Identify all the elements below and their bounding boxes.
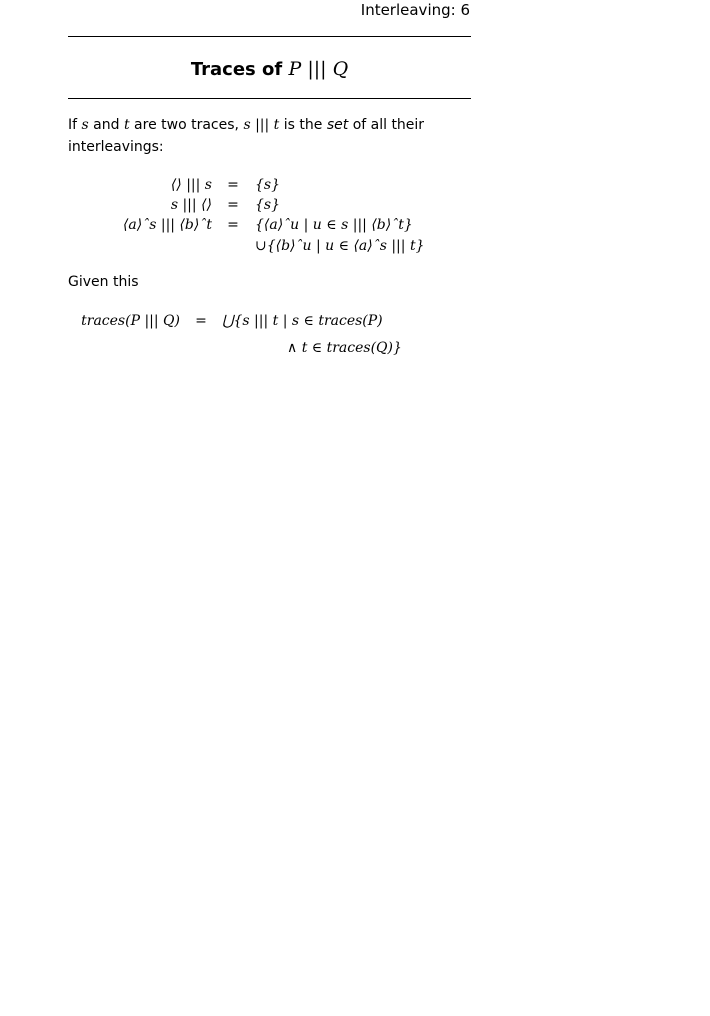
slide-title	[68, 56, 471, 83]
equation-3-lhs: ⟨a⟩ˆs ||| ⟨b⟩ˆt	[122, 217, 212, 233]
given-text: Given this	[68, 274, 139, 290]
intro-interleave-expr: s ||| t	[243, 117, 280, 133]
intro-paragraph	[68, 114, 471, 158]
equation-3-rhs: {⟨a⟩ˆu | u ∈ s ||| ⟨b⟩ˆt}	[255, 217, 413, 233]
equation-4-rhs: ∪{⟨b⟩ˆu | u ∈ ⟨a⟩ˆs ||| t}	[255, 238, 425, 254]
equation-1-lhs: ⟨⟩ ||| s	[170, 177, 212, 193]
title-prefix: Traces of	[190, 59, 283, 80]
traces-def-rhs-line2: ∧ t ∈ traces(Q)}	[287, 340, 402, 356]
equation-1-rhs: {s}	[255, 177, 280, 193]
equation-3-op: =	[227, 217, 239, 233]
bottom-rule	[68, 98, 471, 99]
top-rule	[68, 36, 471, 37]
equation-2-rhs: {s}	[255, 197, 280, 213]
intro-phrase-traces: are two traces,	[134, 117, 239, 133]
equation-1-op: =	[227, 177, 239, 193]
equation-2-op: =	[227, 197, 239, 213]
traces-def-op: =	[195, 313, 207, 329]
intro-word-and: and	[93, 117, 120, 133]
intro-var-s: s	[81, 117, 89, 133]
traces-def-rhs-line1: ⋃{s ||| t | s ∈ traces(P)	[222, 313, 383, 329]
intro-var-t: t	[123, 117, 130, 133]
intro-word-if: If	[68, 117, 78, 133]
slide-header: Interleaving: 6	[360, 1, 470, 19]
traces-def-lhs: traces(P ||| Q)	[81, 313, 180, 329]
intro-emph-set: set	[326, 117, 349, 133]
title-math: P ||| Q	[288, 58, 349, 80]
intro-phrase-is-the: is the	[283, 117, 323, 133]
equation-2-lhs: s ||| ⟨⟩	[170, 197, 212, 213]
intro-phrase-rest: of all their interleavings:	[68, 117, 425, 155]
